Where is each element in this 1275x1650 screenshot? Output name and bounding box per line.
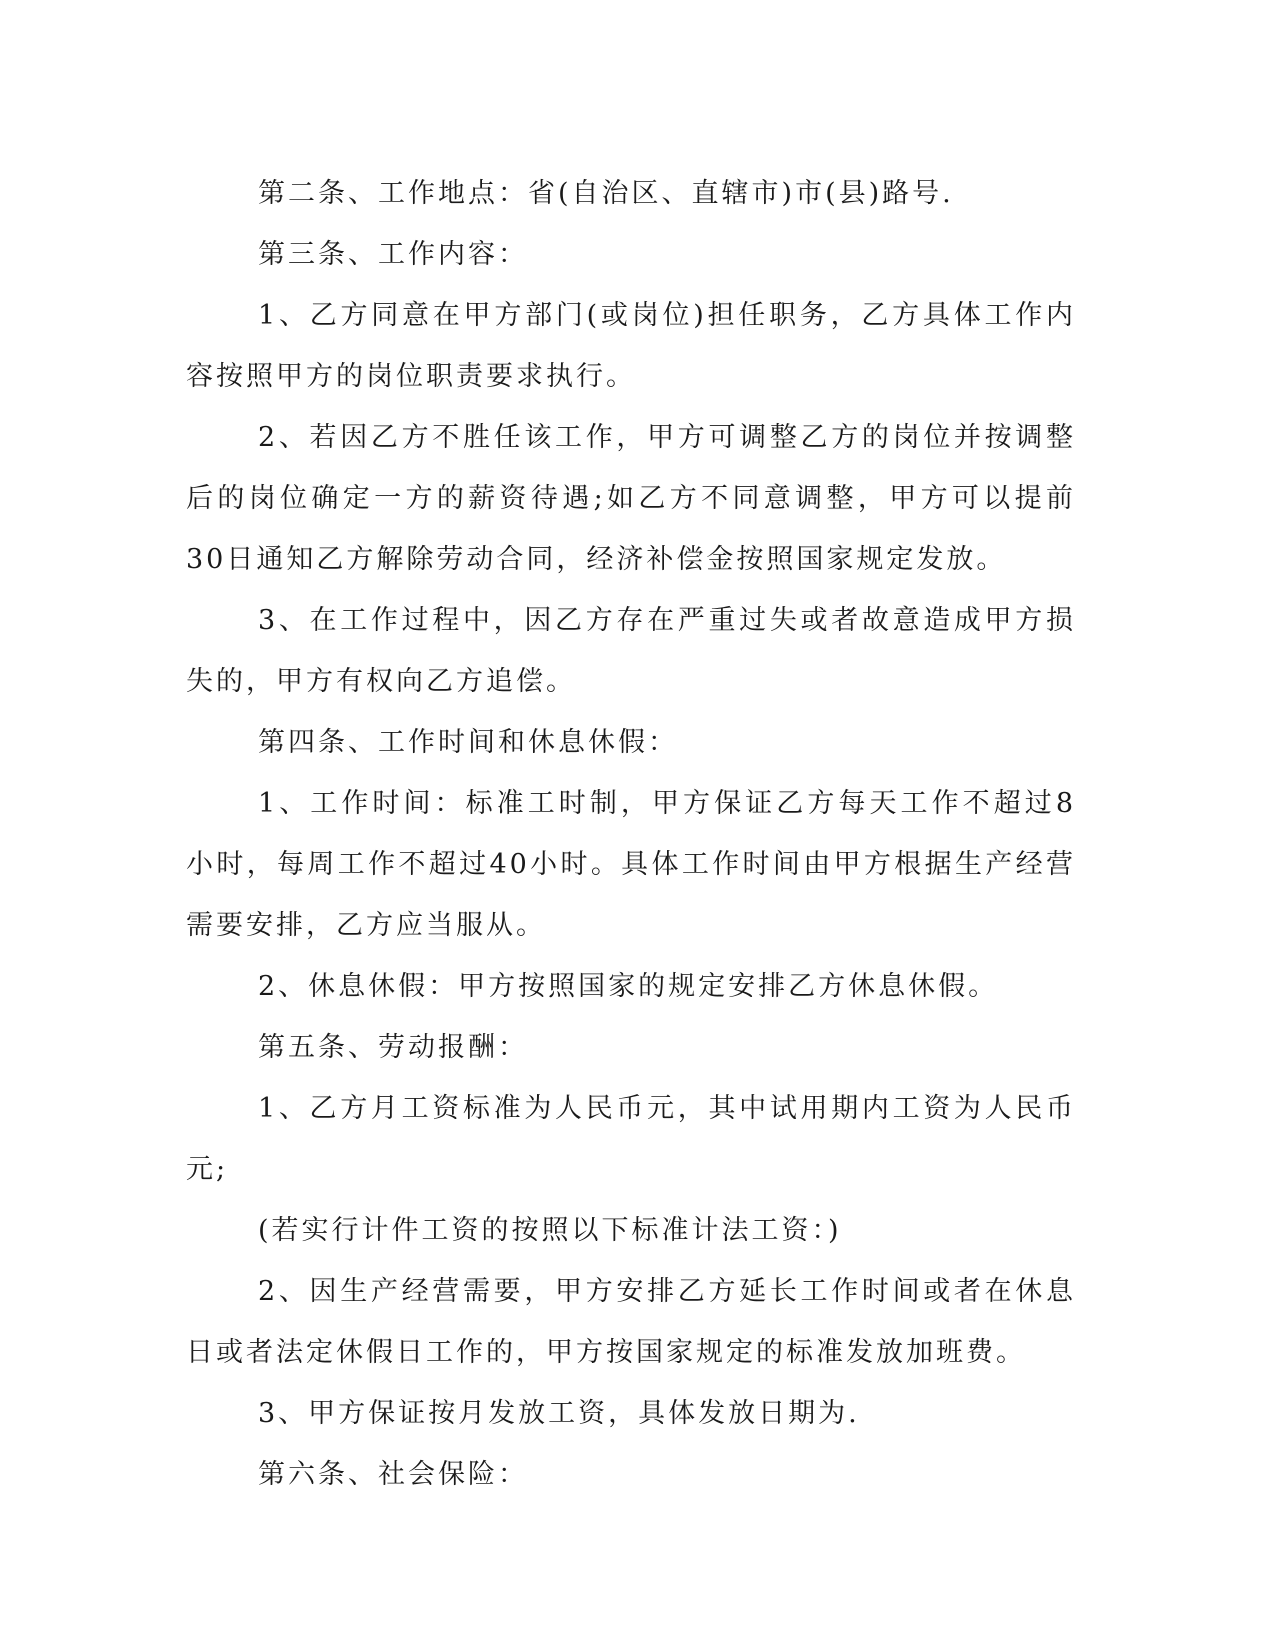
clause-3-item-1: 1、乙方同意在甲方部门(或岗位)担任职务，乙方具体工作内容按照甲方的岗位职责要求执行。 — [186, 300, 1076, 392]
clause-4-item-1: 1、工作时间：标准工时制，甲方保证乙方每天工作不超过8小时，每周工作不超过40小时。具体工作时间由甲方根据生产经营需要安排，乙方应当服从。 — [186, 788, 1076, 941]
clause-2-work-location: 第二条、工作地点：省(自治区、直辖市)市(县)路号. — [258, 178, 954, 209]
clause-3-item-3: 3、在工作过程中，因乙方存在严重过失或者故意造成甲方损失的，甲方有权向乙方追偿。 — [186, 605, 1076, 697]
clause-5-item-1: 1、乙方月工资标准为人民币元，其中试用期内工资为人民币元; — [186, 1093, 1076, 1185]
clause-5-item-3: 3、甲方保证按月发放工资，具体发放日期为. — [258, 1398, 860, 1429]
clause-4-item-2: 2、休息休假：甲方按照国家的规定安排乙方休息休假。 — [258, 971, 999, 1002]
document-body — [186, 163, 1076, 1505]
clause-6-heading: 第六条、社会保险： — [258, 1459, 528, 1490]
clause-5-heading: 第五条、劳动报酬： — [258, 1032, 528, 1063]
clause-5-piecework-note: (若实行计件工资的按照以下标准计法工资：) — [258, 1215, 842, 1246]
clause-4-heading: 第四条、工作时间和休息休假： — [258, 727, 678, 758]
clause-5-item-2: 2、因生产经营需要，甲方安排乙方延长工作时间或者在休息日或者法定休假日工作的，甲方按国家规定的标准发放加班费。 — [186, 1276, 1076, 1368]
clause-3-item-2: 2、若因乙方不胜任该工作，甲方可调整乙方的岗位并按调整后的岗位确定一方的薪资待遇;如乙方不同意调整，甲方可以提前30日通知乙方解除劳动合同，经济补偿金按照国家规定发放。 — [186, 422, 1076, 575]
clause-3-heading: 第三条、工作内容： — [258, 239, 528, 270]
